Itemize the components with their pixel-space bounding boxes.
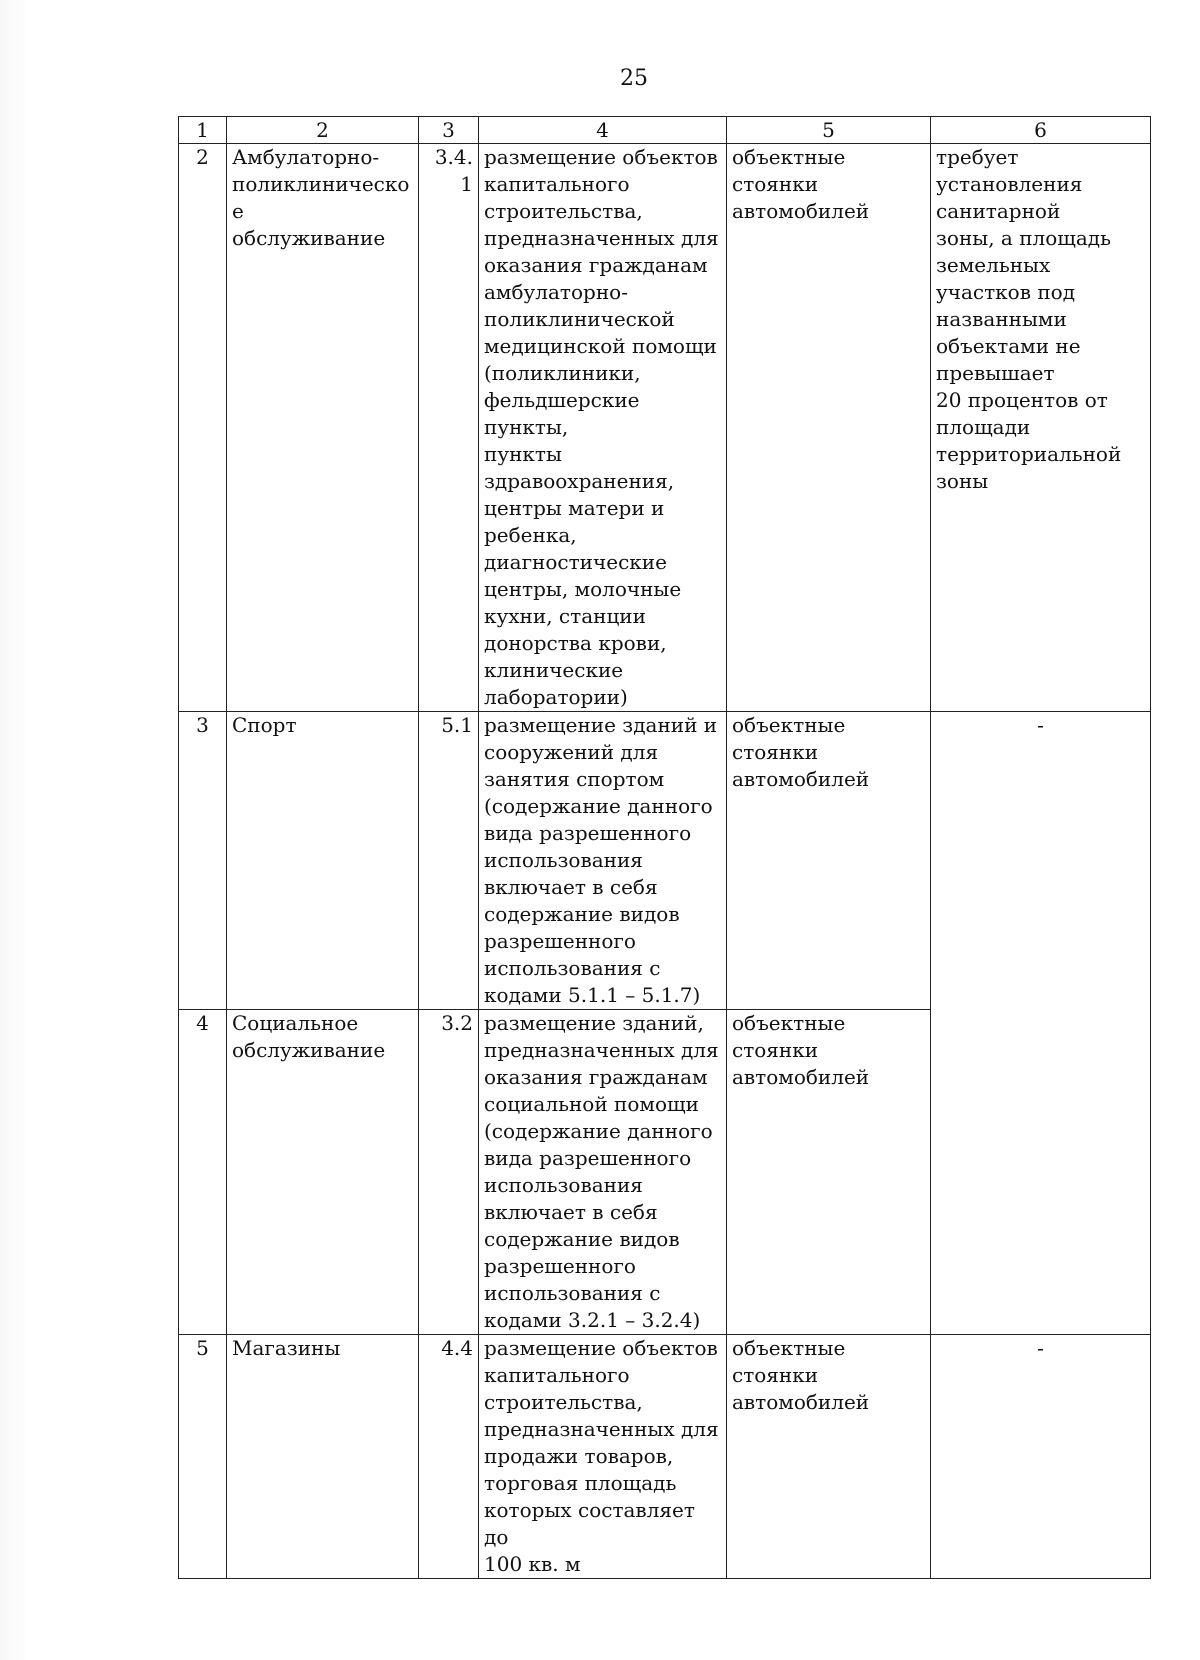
- use-type-description: размещение зданий, предназначенных для оказания гражданам социальной помощи (содержание данного вида разрешенного использования включает в себя содержание видов разрешенного использования с кодами 3.2.1 – 3.2.4): [479, 1010, 727, 1335]
- header-col-4: 4: [479, 117, 727, 144]
- use-type-code: 3.4.1: [419, 144, 479, 712]
- auxiliary-use: объектные стоянки автомобилей: [727, 1335, 931, 1579]
- use-type-description: размещение объектов капитального строительства, предназначенных для оказания гражданам амбулаторно- поликлинической медицинской помощи (поликлиники, фельдшерские пункты, пункты здравоохранения, центры матери и ребенка, диагностические центры, молочные кухни, станции донорства крови, клинические лаборатории): [479, 144, 727, 712]
- table-row: [179, 712, 1151, 1010]
- note: -: [931, 1335, 1151, 1579]
- page-number: 25: [620, 66, 648, 91]
- row-number: 5: [179, 1335, 227, 1579]
- use-type-description: размещение зданий и сооружений для занятия спортом (содержание данного вида разрешенного использования включает в себя содержание видов разрешенного использования с кодами 5.1.1 – 5.1.7): [479, 712, 727, 1010]
- header-col-2: 2: [227, 117, 419, 144]
- land-use-table: [178, 116, 1151, 1579]
- row-number: 4: [179, 1010, 227, 1335]
- use-type-name: Социальное обслуживание: [227, 1010, 419, 1335]
- header-col-5: 5: [727, 117, 931, 144]
- use-type-code: 4.4: [419, 1335, 479, 1579]
- use-type-code: 5.1: [419, 712, 479, 1010]
- use-type-description: размещение объектов капитального строительства, предназначенных для продажи товаров, торговая площадь которых составляет до 100 кв. м: [479, 1335, 727, 1579]
- auxiliary-use: объектные стоянки автомобилей: [727, 712, 931, 1010]
- header-col-1: 1: [179, 117, 227, 144]
- auxiliary-use: объектные стоянки автомобилей: [727, 144, 931, 712]
- table-header-row: [179, 117, 1151, 144]
- use-type-code: 3.2: [419, 1010, 479, 1335]
- table-row: [179, 144, 1151, 712]
- note: -: [931, 712, 1151, 1335]
- auxiliary-use: объектные стоянки автомобилей: [727, 1010, 931, 1335]
- use-type-name: Магазины: [227, 1335, 419, 1579]
- header-col-3: 3: [419, 117, 479, 144]
- note: требует установления санитарной зоны, а площадь земельных участков под названными объектами не превышает 20 процентов от площади территориальной зоны: [931, 144, 1151, 712]
- table-row: [179, 1335, 1151, 1579]
- use-type-name: Спорт: [227, 712, 419, 1010]
- scan-edge-shadow: [0, 0, 30, 1660]
- use-type-name: Амбулаторно- поликлиническое обслуживание: [227, 144, 419, 712]
- row-number: 2: [179, 144, 227, 712]
- row-number: 3: [179, 712, 227, 1010]
- header-col-6: 6: [931, 117, 1151, 144]
